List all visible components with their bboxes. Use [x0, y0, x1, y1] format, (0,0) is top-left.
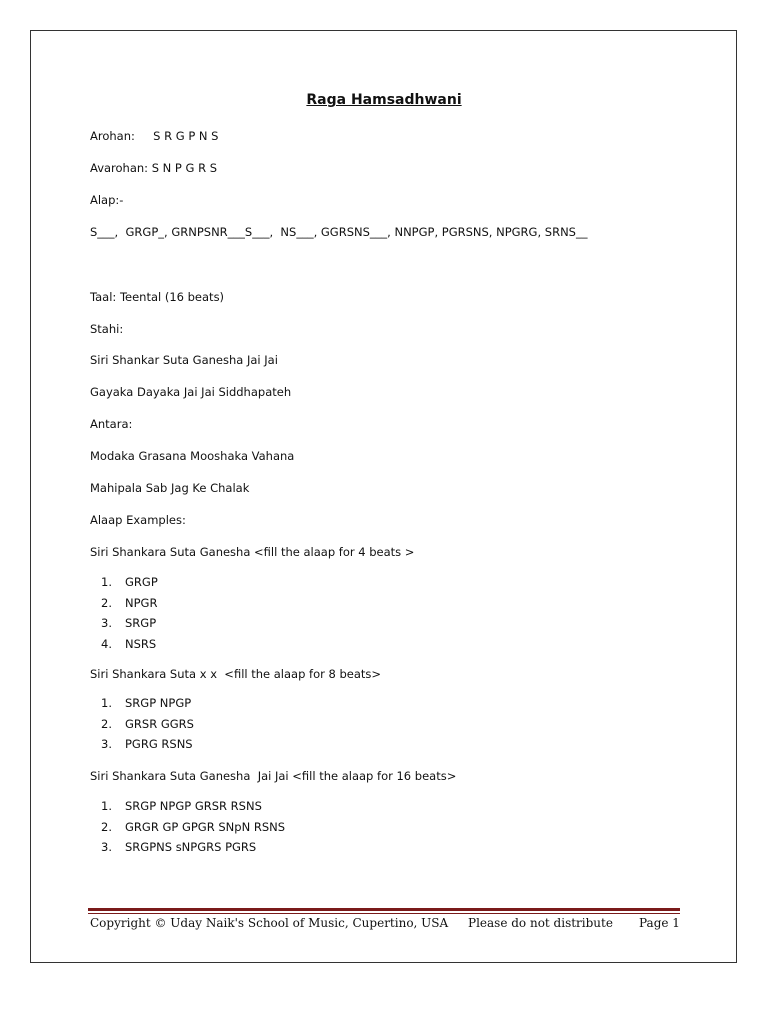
stahi-line-2: Gayaka Dayaka Jai Jai Siddhapateh — [90, 385, 292, 399]
antara-line-1: Modaka Grasana Mooshaka Vahana — [90, 449, 295, 463]
document-title: Raga Hamsadhwani — [306, 92, 462, 108]
list-item — [90, 817, 285, 838]
list-text: SRGPNS sNPGRS PGRS — [125, 840, 257, 854]
stahi-line-1: Siri Shankar Suta Ganesha Jai Jai — [90, 353, 278, 367]
list-number: 4. — [101, 636, 112, 651]
list-text: NSRS — [125, 636, 157, 651]
list-text: GRSR GGRS — [125, 716, 194, 731]
antara-label: Antara: — [90, 417, 133, 431]
stahi-label: Stahi: — [90, 322, 124, 336]
list-text: GRGR GP GPGR SNpN RSNS — [125, 819, 286, 834]
taal-line: Taal: Teental (16 beats) — [90, 290, 225, 304]
alap-line: S___, GRGP_, GRNPSNR___S___, NS___, GGRSNS___, NNPGP, PGRSNS, NPGRG, SRNS__ — [90, 225, 588, 239]
list-text: SRGP NPGP — [125, 696, 192, 710]
list-number: 3. — [101, 737, 112, 751]
list-item — [90, 714, 194, 735]
example-1-list — [90, 572, 158, 654]
list-item — [90, 572, 158, 593]
list-item — [90, 693, 194, 714]
list-item — [90, 593, 158, 614]
list-number: 1. — [101, 696, 112, 710]
list-number: 3. — [101, 840, 112, 854]
list-text: NPGR — [125, 595, 158, 610]
list-number: 3. — [101, 616, 112, 630]
alap-label: Alap:- — [90, 193, 124, 207]
list-text: SRGP NPGP GRSR RSNS — [125, 799, 262, 813]
list-text: PGRG RSNS — [125, 737, 193, 751]
list-number: 2. — [101, 716, 112, 731]
list-text: GRGP — [125, 575, 158, 589]
list-text: SRGP — [125, 616, 157, 630]
footer-copyright: Copyright © Uday Naik's School of Music, Cupertino, USA — [90, 916, 449, 930]
list-item — [90, 734, 194, 755]
footer-rule-thick — [88, 908, 680, 911]
antara-line-2: Mahipala Sab Jag Ke Chalak — [90, 481, 250, 495]
example-3-heading: Siri Shankara Suta Ganesha Jai Jai <fill the alaap for 16 beats> — [90, 769, 457, 783]
list-number: 1. — [101, 799, 112, 813]
footer-rule-thin — [88, 913, 680, 914]
list-number: 1. — [101, 575, 112, 589]
alaap-examples-label: Alaap Examples: — [90, 513, 186, 527]
example-1-heading: Siri Shankara Suta Ganesha <fill the alaap for 4 beats > — [90, 545, 415, 559]
list-number: 2. — [101, 595, 112, 610]
list-item — [90, 796, 285, 817]
example-2-heading: Siri Shankara Suta x x <fill the alaap for 8 beats> — [90, 667, 382, 681]
footer-page-number: Page 1 — [639, 916, 680, 930]
example-3-list — [90, 796, 285, 858]
footer-notice: Please do not distribute — [468, 916, 613, 930]
list-item — [90, 613, 158, 634]
arohan-line: Arohan: S R G P N S — [90, 129, 219, 143]
list-number: 2. — [101, 819, 112, 834]
example-2-list — [90, 693, 194, 755]
list-item — [90, 634, 158, 655]
list-item — [90, 837, 285, 858]
avarohan-line: Avarohan: S N P G R S — [90, 161, 218, 175]
